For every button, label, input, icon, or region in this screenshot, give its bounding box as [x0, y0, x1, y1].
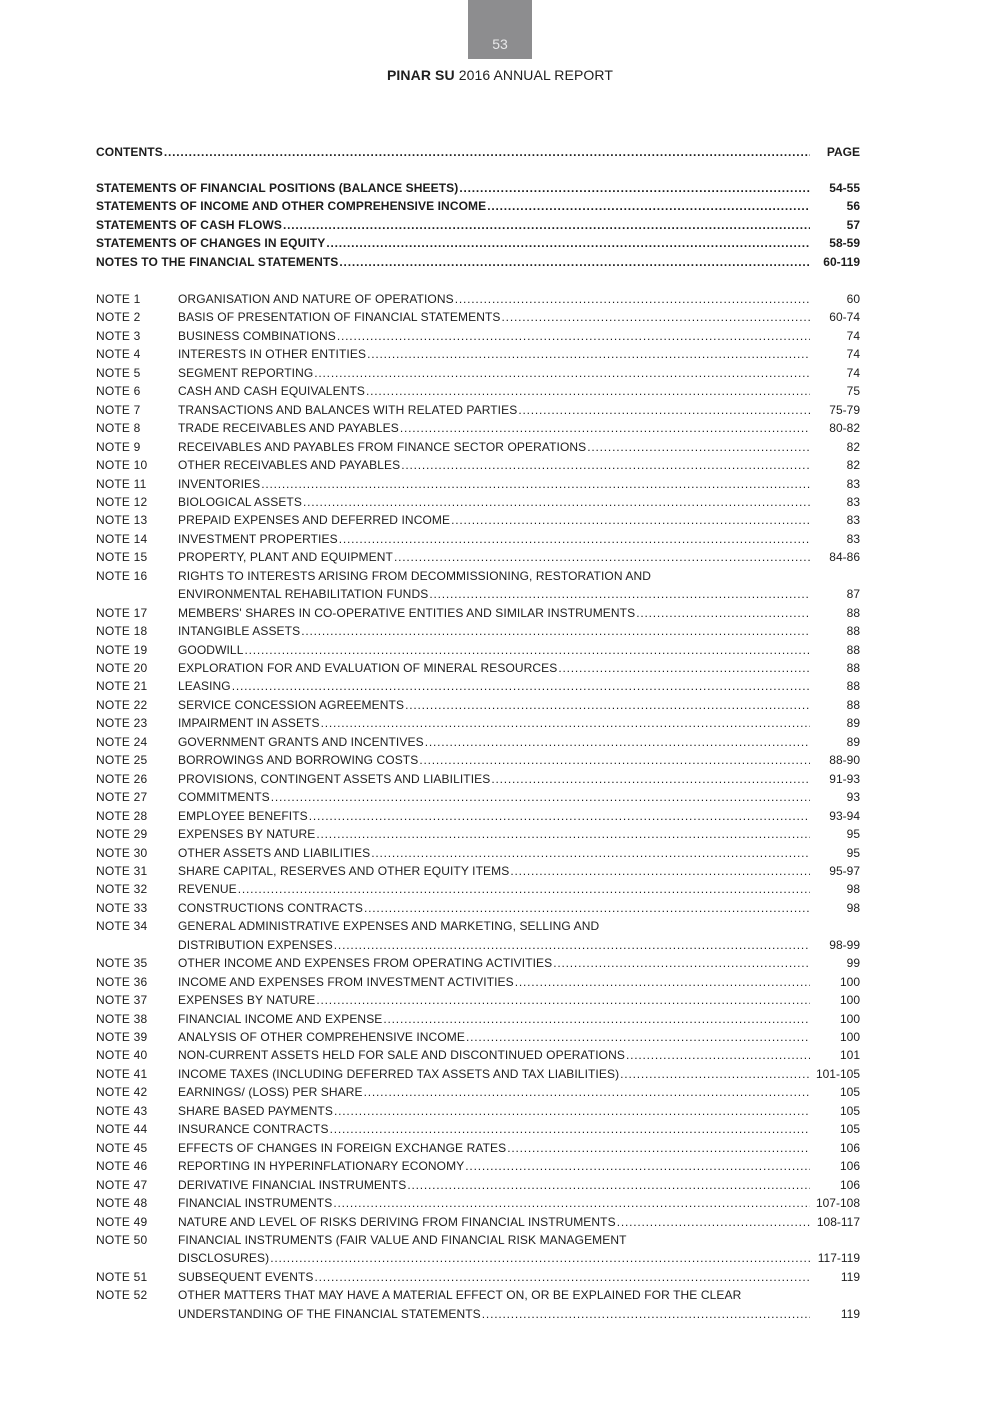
note-number: NOTE 21 [96, 679, 148, 694]
note-number: NOTE 34 [96, 919, 148, 934]
note-number: NOTE 1 [96, 292, 141, 306]
page-reference: 84-86 [829, 550, 860, 565]
note-row [96, 1213, 860, 1231]
note-number: NOTE 8 [96, 421, 141, 436]
note-title: PREPAID EXPENSES AND DEFERRED INCOME [178, 513, 451, 528]
company-name: PINAR SU [386, 67, 455, 83]
note-row [96, 1065, 860, 1083]
statement-title: NOTES TO THE FINANCIAL STATEMENTS [96, 254, 339, 269]
note-row [96, 1010, 860, 1028]
page-reference: 74 [846, 347, 860, 362]
note-number: NOTE 48 [96, 1196, 148, 1211]
note-row [96, 954, 860, 972]
note-title: RIGHTS TO INTERESTS ARISING FROM DECOMMISSIONING, RESTORATION AND [178, 568, 651, 583]
page-reference: 119 [840, 1269, 860, 1284]
note-title: BIOLOGICAL ASSETS [178, 494, 302, 509]
note-number: NOTE 38 [96, 1011, 148, 1026]
page-column-label: PAGE [826, 145, 860, 159]
page-reference: 106 [839, 1159, 860, 1174]
page-reference: 119 [840, 1306, 860, 1321]
statement-row [96, 253, 860, 271]
note-number: NOTE 11 [96, 476, 147, 491]
page-reference: 100 [839, 993, 860, 1008]
note-row [96, 659, 860, 677]
note-number: NOTE 45 [96, 1140, 148, 1155]
note-number: NOTE 27 [96, 790, 148, 805]
note-number: NOTE 2 [96, 310, 141, 325]
note-row [96, 788, 860, 806]
note-number: NOTE 29 [96, 827, 148, 842]
note-row-continuation [96, 1249, 860, 1267]
note-row [96, 770, 860, 788]
note-row [96, 419, 860, 437]
note-title: DISTRIBUTION EXPENSES [178, 937, 333, 952]
note-title: EXPLORATION FOR AND EVALUATION OF MINERAL RESOURCES [178, 661, 558, 675]
note-number: NOTE 41 [96, 1066, 148, 1081]
note-title: EMPLOYEE BENEFITS [178, 808, 308, 823]
note-row [96, 475, 860, 493]
page-reference: 91-93 [829, 771, 860, 786]
page-reference: 89 [846, 734, 860, 749]
note-title: GOVERNMENT GRANTS AND INCENTIVES [178, 734, 424, 749]
note-title: OTHER RECEIVABLES AND PAYABLES [178, 458, 401, 473]
note-title: INVESTMENT PROPERTIES [178, 531, 338, 546]
note-title: COMMITMENTS [178, 790, 270, 805]
note-row [96, 825, 860, 843]
page-reference: 60 [846, 292, 860, 306]
statement-title: STATEMENTS OF CASH FLOWS [96, 217, 282, 232]
note-title: NON-CURRENT ASSETS HELD FOR SALE AND DISCONTINUED OPERATIONS [178, 1048, 625, 1063]
page-reference: 88-90 [829, 753, 860, 768]
note-title: INTERESTS IN OTHER ENTITIES [178, 347, 367, 362]
page-reference: 107-108 [815, 1196, 860, 1211]
note-title: PROVISIONS, CONTINGENT ASSETS AND LIABILITIES [178, 771, 491, 786]
note-row [96, 1120, 860, 1138]
note-number: NOTE 42 [96, 1085, 148, 1100]
note-title: ORGANISATION AND NATURE OF OPERATIONS [178, 292, 454, 306]
note-title: INCOME AND EXPENSES FROM INVESTMENT ACTIVITIES [178, 974, 514, 989]
note-title: UNDERSTANDING OF THE FINANCIAL STATEMENTS [178, 1306, 481, 1321]
report-header [0, 67, 1000, 83]
note-row [96, 991, 860, 1009]
note-number: NOTE 3 [96, 328, 141, 343]
note-row [96, 844, 860, 862]
page-reference: 80-82 [829, 421, 860, 436]
page-reference: 58-59 [829, 236, 860, 251]
note-title: EXPENSES BY NATURE [178, 827, 316, 842]
contents-header-row [96, 143, 860, 161]
page-reference: 99 [846, 956, 860, 971]
page-reference: 98-99 [829, 937, 860, 952]
page-reference: 100 [839, 1030, 860, 1044]
page-reference: 83 [846, 494, 860, 509]
page-reference: 75 [846, 384, 860, 399]
note-number: NOTE 40 [96, 1048, 148, 1063]
note-title: ANALYSIS OF OTHER COMPREHENSIVE INCOME [178, 1030, 465, 1044]
note-row [96, 1286, 860, 1304]
note-row [96, 1046, 860, 1064]
note-title: RECEIVABLES AND PAYABLES FROM FINANCE SECTOR OPERATIONS [178, 439, 587, 454]
note-number: NOTE 33 [96, 900, 148, 915]
note-title: EXPENSES BY NATURE [178, 993, 316, 1008]
note-number: NOTE 47 [96, 1177, 148, 1192]
page-reference: 75-79 [829, 402, 860, 417]
note-title: DISCLOSURES) [178, 1251, 270, 1266]
note-number: NOTE 28 [96, 808, 148, 823]
note-title: SHARE CAPITAL, RESERVES AND OTHER EQUITY ITEMS [178, 863, 510, 878]
page-reference: 105 [839, 1103, 860, 1118]
note-title: BORROWINGS AND BORROWING COSTS [178, 753, 419, 768]
note-title: SERVICE CONCESSION AGREEMENTS [178, 697, 405, 712]
note-row [96, 641, 860, 659]
note-title: BASIS OF PRESENTATION OF FINANCIAL STATEMENTS [178, 310, 501, 325]
note-number: NOTE 17 [96, 605, 148, 620]
note-row [96, 1194, 860, 1212]
page-reference: 106 [839, 1177, 860, 1192]
note-title: LEASING [178, 679, 231, 694]
note-row [96, 493, 860, 511]
note-number: NOTE 9 [96, 439, 141, 454]
page-reference: 74 [846, 365, 860, 380]
page-reference: 60-74 [829, 310, 860, 325]
note-row [96, 327, 860, 345]
note-title: NATURE AND LEVEL OF RISKS DERIVING FROM FINANCIAL INSTRUMENTS [178, 1214, 616, 1229]
note-row [96, 917, 860, 935]
note-title: TRADE RECEIVABLES AND PAYABLES [178, 421, 399, 436]
page-reference: 95 [846, 845, 860, 860]
note-title: INSURANCE CONTRACTS [178, 1122, 329, 1137]
note-number: NOTE 24 [96, 734, 148, 749]
page-reference: 54-55 [829, 181, 860, 195]
note-number: NOTE 37 [96, 993, 148, 1008]
note-row [96, 1268, 860, 1286]
note-number: NOTE 15 [96, 550, 148, 565]
note-title: SHARE BASED PAYMENTS [178, 1103, 333, 1118]
note-number: NOTE 20 [96, 661, 148, 675]
note-title: FINANCIAL INSTRUMENTS [178, 1196, 333, 1211]
page-reference: 98 [846, 900, 860, 915]
statement-title: STATEMENTS OF INCOME AND OTHER COMPREHENSIVE INCOME [96, 199, 487, 214]
note-number: NOTE 26 [96, 771, 148, 786]
note-row [96, 899, 860, 917]
page-reference: 82 [846, 458, 860, 473]
page-reference: 87 [846, 587, 860, 602]
note-number: NOTE 50 [96, 1232, 148, 1247]
note-row [96, 880, 860, 898]
page-reference: 101 [839, 1048, 860, 1063]
note-number: NOTE 14 [96, 531, 148, 546]
note-title: REVENUE [178, 882, 237, 897]
note-title: CASH AND CASH EQUIVALENTS [178, 384, 365, 399]
note-title: OTHER ASSETS AND LIABILITIES [178, 845, 371, 860]
note-row [96, 511, 860, 529]
contents-label: CONTENTS [96, 145, 163, 159]
note-row [96, 1157, 860, 1175]
page-reference: 95-97 [829, 863, 860, 878]
report-title: 2016 ANNUAL REPORT [458, 67, 613, 83]
page-reference: 98 [846, 882, 860, 897]
note-title: OTHER INCOME AND EXPENSES FROM OPERATING ACTIVITIES [178, 956, 553, 971]
note-number: NOTE 5 [96, 365, 141, 380]
note-title: INVENTORIES [178, 476, 261, 491]
note-title: CONSTRUCTIONS CONTRACTS [178, 900, 363, 915]
statement-row [96, 216, 860, 234]
note-number: NOTE 4 [96, 347, 141, 362]
page-reference: 83 [846, 531, 860, 546]
statement-row [96, 197, 860, 215]
note-row [96, 1139, 860, 1157]
note-row [96, 382, 860, 400]
note-row [96, 677, 860, 695]
page-reference: 82 [846, 439, 860, 454]
note-number: NOTE 35 [96, 956, 148, 971]
note-title: INCOME TAXES (INCLUDING DEFERRED TAX ASSETS AND TAX LIABILITIES) [178, 1066, 620, 1081]
note-row [96, 1028, 860, 1046]
note-row [96, 1102, 860, 1120]
note-row [96, 714, 860, 732]
note-title: DERIVATIVE FINANCIAL INSTRUMENTS [178, 1177, 407, 1192]
page-reference: 83 [846, 476, 860, 491]
note-number: NOTE 32 [96, 882, 148, 897]
note-number: NOTE 18 [96, 624, 148, 639]
note-number: NOTE 22 [96, 697, 148, 712]
page-reference: 108-117 [816, 1214, 860, 1229]
page-reference: 88 [846, 642, 860, 657]
page-reference: 106 [839, 1140, 860, 1155]
note-title: BUSINESS COMBINATIONS [178, 328, 336, 343]
note-row [96, 401, 860, 419]
note-row [96, 548, 860, 566]
page-reference: 105 [839, 1122, 860, 1137]
note-row [96, 345, 860, 363]
note-row [96, 567, 860, 585]
note-number: NOTE 43 [96, 1103, 148, 1118]
page-reference: 88 [846, 679, 860, 694]
note-row [96, 438, 860, 456]
note-title: SUBSEQUENT EVENTS [178, 1269, 314, 1284]
note-row [96, 751, 860, 769]
note-title: EARNINGS/ (LOSS) PER SHARE [178, 1085, 363, 1100]
page-reference: 117-119 [817, 1251, 860, 1266]
note-title: FINANCIAL INCOME AND EXPENSE [178, 1011, 383, 1026]
note-row [96, 456, 860, 474]
note-row [96, 1083, 860, 1101]
page-reference: 88 [846, 661, 860, 675]
note-title: OTHER MATTERS THAT MAY HAVE A MATERIAL EFFECT ON, OR BE EXPLAINED FOR THE CLEAR [178, 1288, 742, 1303]
page-reference: 74 [846, 328, 860, 343]
page-reference: 100 [839, 974, 860, 989]
note-title: ENVIRONMENTAL REHABILITATION FUNDS [178, 587, 429, 602]
note-number: NOTE 19 [96, 642, 148, 657]
statement-row [96, 234, 860, 252]
note-number: NOTE 44 [96, 1122, 148, 1137]
page-reference: 95 [846, 827, 860, 842]
note-title: EFFECTS OF CHANGES IN FOREIGN EXCHANGE RATES [178, 1140, 507, 1155]
page-reference: 56 [846, 199, 860, 214]
note-number: NOTE 23 [96, 716, 148, 731]
note-title: MEMBERS' SHARES IN CO-OPERATIVE ENTITIES AND SIMILAR INSTRUMENTS [178, 605, 636, 620]
note-title: REPORTING IN HYPERINFLATIONARY ECONOMY [178, 1159, 465, 1174]
note-number: NOTE 7 [96, 402, 141, 417]
page-reference: 101-105 [815, 1066, 860, 1081]
page-reference: 88 [846, 697, 860, 712]
note-row [96, 696, 860, 714]
note-row [96, 530, 860, 548]
note-title: GOODWILL [178, 642, 244, 657]
note-title: INTANGIBLE ASSETS [178, 624, 301, 639]
note-row-continuation [96, 1305, 860, 1323]
note-row [96, 973, 860, 991]
note-row-continuation [96, 585, 860, 603]
statement-title: STATEMENTS OF FINANCIAL POSITIONS (BALANCE SHEETS) [96, 181, 459, 195]
note-title: GENERAL ADMINISTRATIVE EXPENSES AND MARKETING, SELLING AND [178, 919, 600, 934]
note-number: NOTE 39 [96, 1030, 148, 1044]
note-row [96, 604, 860, 622]
page-reference: 88 [846, 605, 860, 620]
note-number: NOTE 30 [96, 845, 148, 860]
page-number: 53 [492, 36, 508, 52]
page-reference: 89 [846, 716, 860, 731]
note-title: SEGMENT REPORTING [178, 365, 314, 380]
page-reference: 60-119 [823, 254, 860, 269]
note-number: NOTE 51 [96, 1269, 148, 1284]
page-reference: 88 [846, 624, 860, 639]
note-row [96, 308, 860, 326]
note-row [96, 364, 860, 382]
note-title: FINANCIAL INSTRUMENTS (FAIR VALUE AND FINANCIAL RISK MANAGEMENT [178, 1232, 627, 1247]
note-row [96, 733, 860, 751]
note-number: NOTE 52 [96, 1288, 148, 1303]
note-number: NOTE 46 [96, 1159, 148, 1174]
page-reference: 105 [839, 1085, 860, 1100]
page-reference: 83 [846, 513, 860, 528]
note-row [96, 862, 860, 880]
note-number: NOTE 16 [96, 568, 148, 583]
page-number-tab [468, 0, 532, 59]
note-title: PROPERTY, PLANT AND EQUIPMENT [178, 550, 393, 565]
note-row [96, 1231, 860, 1249]
page-reference: 93-94 [829, 808, 860, 823]
note-number: NOTE 36 [96, 974, 148, 989]
note-number: NOTE 6 [96, 384, 141, 399]
note-number: NOTE 25 [96, 753, 148, 768]
statement-row [96, 179, 860, 197]
statement-title: STATEMENTS OF CHANGES IN EQUITY [96, 236, 326, 251]
note-row [96, 807, 860, 825]
note-title: IMPAIRMENT IN ASSETS [178, 716, 320, 731]
note-row [96, 290, 860, 308]
note-number: NOTE 12 [96, 494, 148, 509]
note-number: NOTE 31 [96, 863, 148, 878]
note-row [96, 622, 860, 640]
note-row-continuation [96, 936, 860, 954]
page-reference: 57 [846, 217, 860, 232]
note-row [96, 1176, 860, 1194]
note-number: NOTE 49 [96, 1214, 148, 1229]
note-number: NOTE 13 [96, 513, 148, 528]
note-title: TRANSACTIONS AND BALANCES WITH RELATED PARTIES [178, 402, 518, 417]
page-reference: 100 [839, 1011, 860, 1026]
page-reference: 93 [846, 790, 860, 805]
note-number: NOTE 10 [96, 458, 148, 473]
